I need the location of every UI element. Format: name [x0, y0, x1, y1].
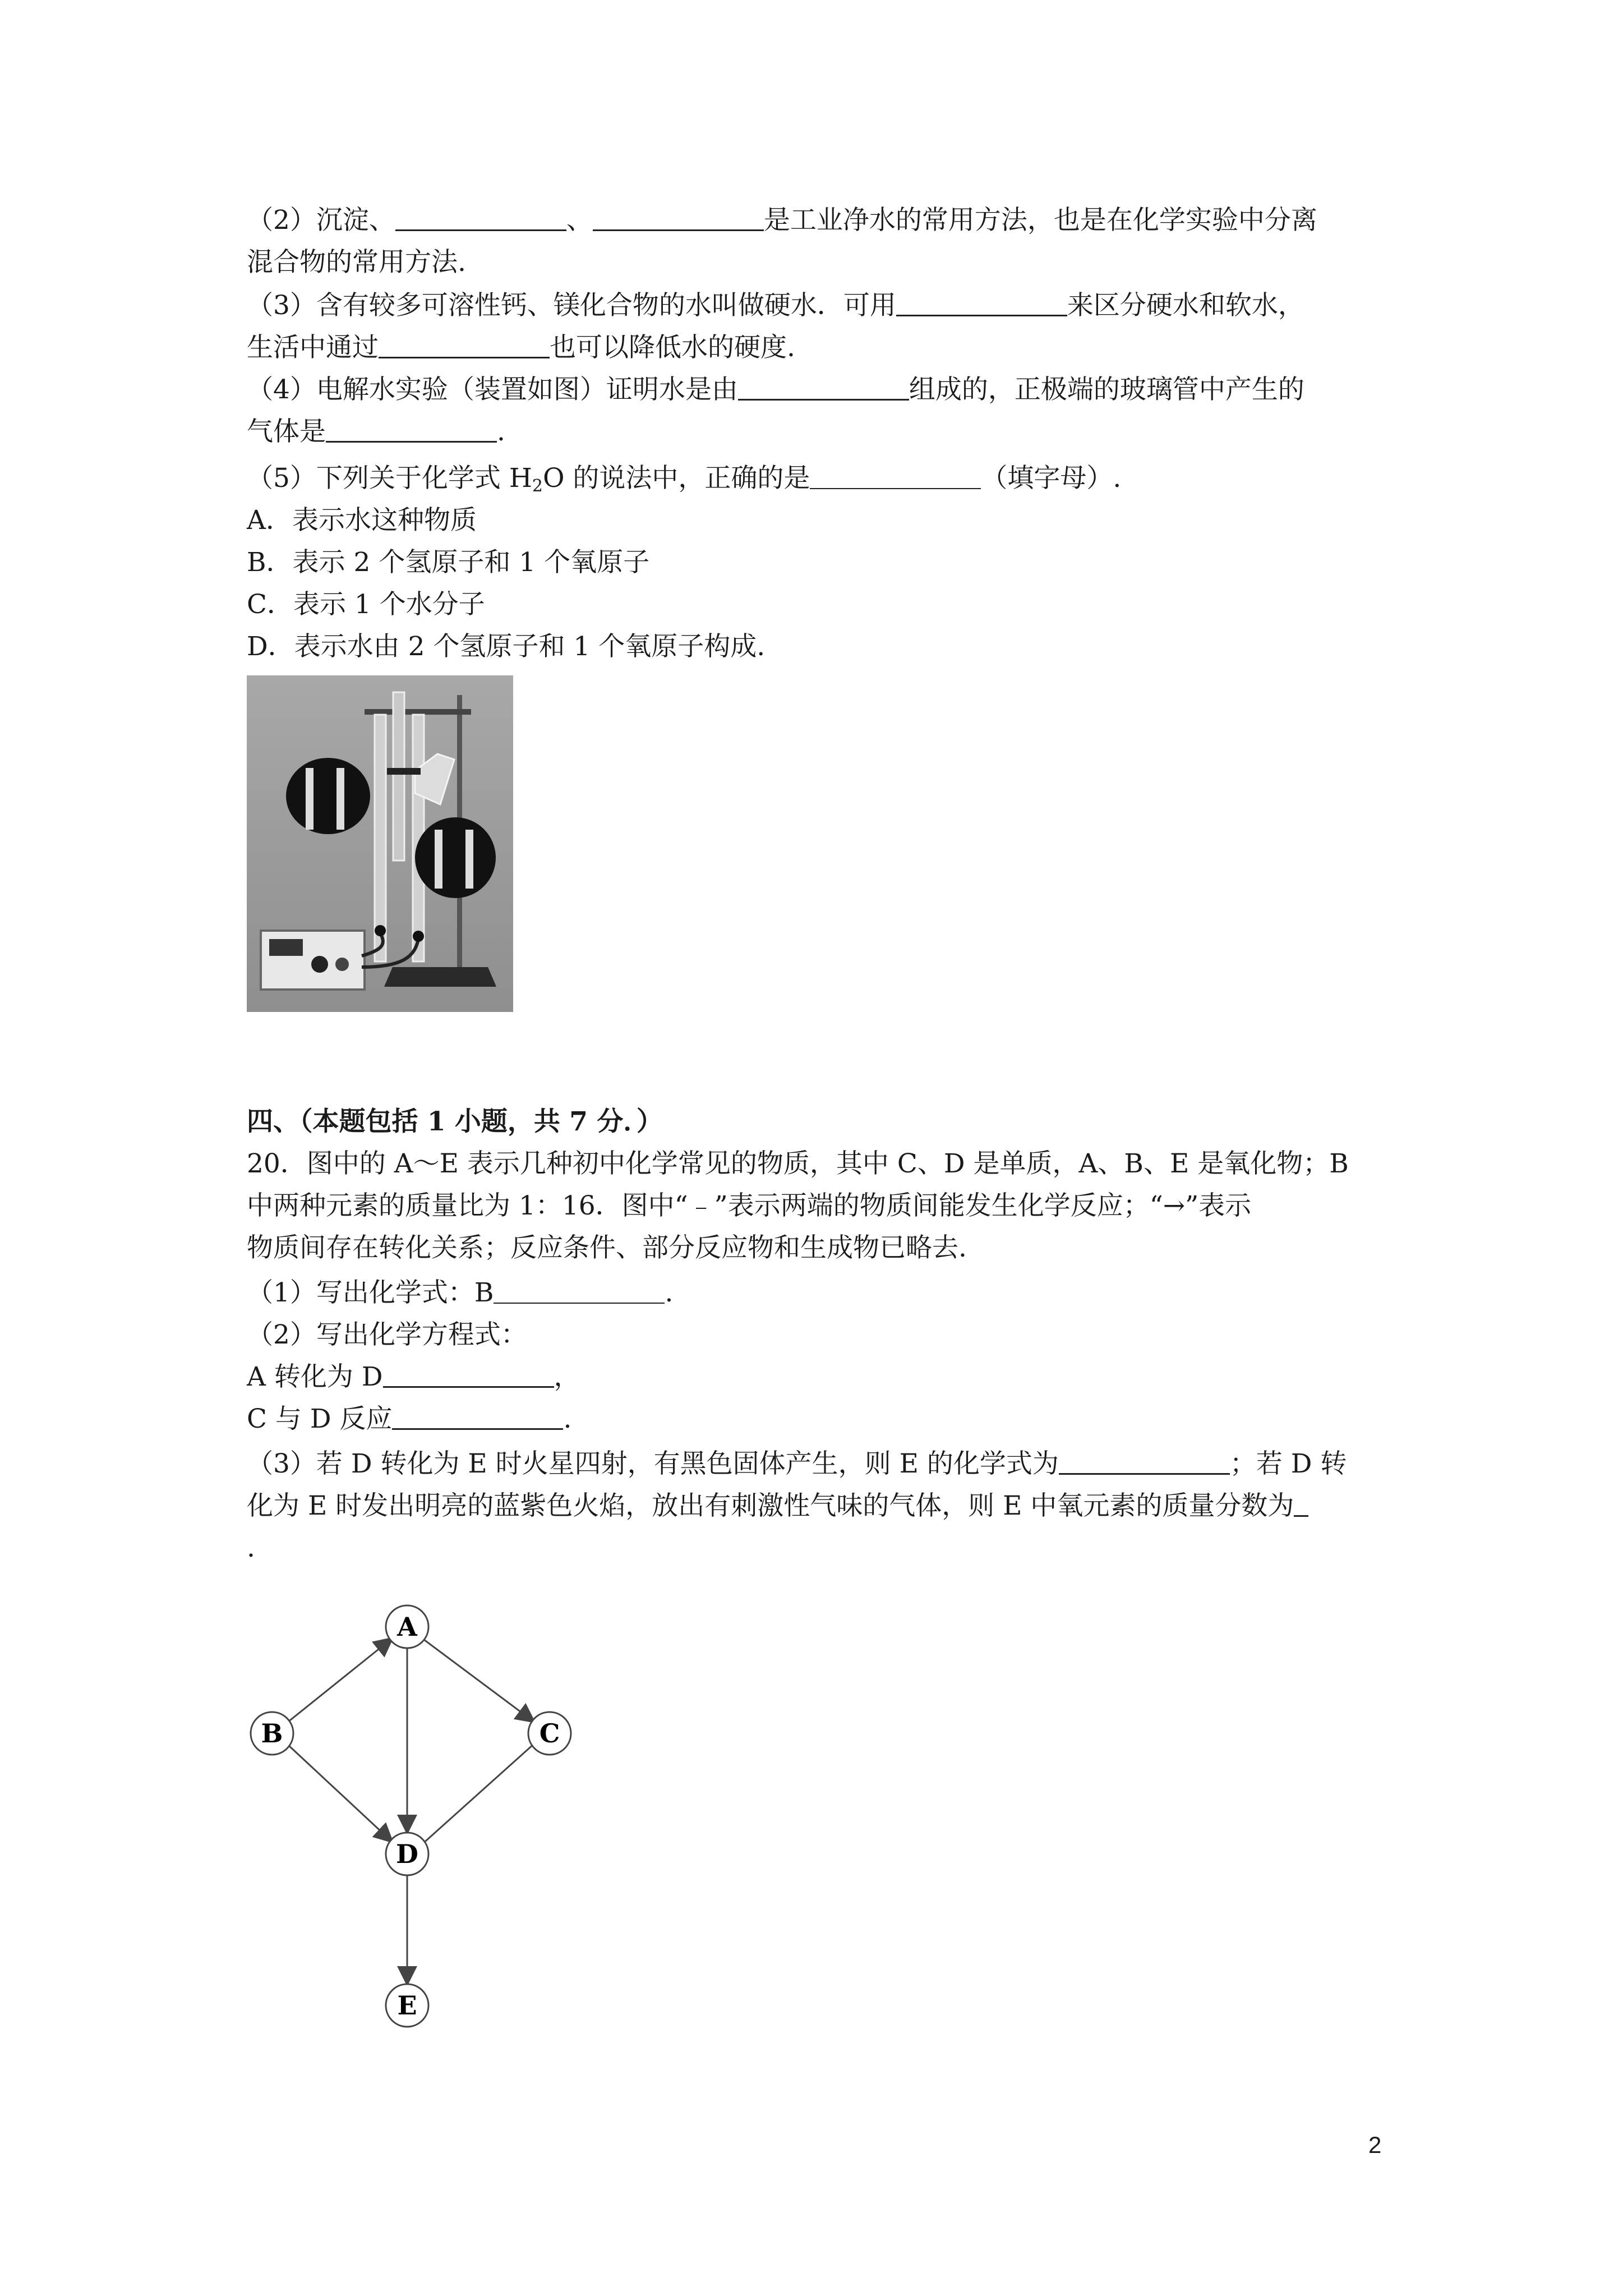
text: （2）沉淀、: [247, 205, 395, 236]
text: .: [497, 416, 505, 447]
answer-blank[interactable]: [1294, 1489, 1308, 1517]
q19-part2-line2: [247, 243, 1402, 282]
text: 组成的，正极端的玻璃管中产生的: [909, 374, 1304, 405]
answer-blank[interactable]: [1059, 1447, 1230, 1475]
text: （填字母）.: [981, 463, 1122, 494]
answer-blank[interactable]: [738, 373, 909, 401]
q20-sub2a: [247, 1358, 1402, 1397]
q19-option-b: B．表示 2 个氢原子和 1 个氧原子: [247, 547, 650, 578]
node-d: [386, 1833, 428, 1875]
q19-option-a: A．表示水这种物质: [247, 505, 477, 536]
text: （3）若 D 转化为 E 时火星四射，有黑色固体产生，则 E 的化学式为: [247, 1448, 1059, 1479]
q19-part4-line2: [247, 412, 1402, 452]
text: C 与 D 反应: [247, 1404, 393, 1434]
text: .: [563, 1404, 572, 1434]
q20-sub1: [247, 1273, 1402, 1313]
text: 是工业净水的常用方法，也是在化学实验中分离: [763, 205, 1317, 236]
section-heading: 四、（本题包括 1 小题，共 7 分．）: [247, 1106, 663, 1137]
answer-blank[interactable]: [395, 204, 566, 231]
text: ；若 D 转: [1229, 1448, 1347, 1479]
q20-line3: 物质间存在转化关系；反应条件、部分反应物和生成物已略去.: [247, 1232, 967, 1263]
q19-part4-line1: [247, 370, 1402, 409]
answer-blank[interactable]: [392, 1402, 563, 1430]
q19-option-d: D．表示水由 2 个氢原子和 1 个氧原子构成.: [247, 631, 766, 662]
text: 、: [566, 205, 593, 236]
q20-sub3-line3: .: [247, 1533, 255, 1563]
reaction-diagram: [236, 1576, 594, 2042]
arrow-b-to-a: [288, 1638, 393, 1722]
text: 来区分硬水和软水，: [1067, 290, 1304, 321]
text: 气体是: [247, 416, 326, 447]
text: 化为 E 时发出明亮的蓝紫色火焰，放出有刺激性气味的气体，则 E 中氧元素的质量分数为: [247, 1490, 1294, 1521]
electrolysis-apparatus-photo: [247, 675, 513, 1012]
answer-blank[interactable]: [896, 289, 1067, 316]
q19-option-c: C．表示 1 个水分子: [247, 589, 485, 620]
node-e: [386, 1984, 428, 2027]
q19-part5: [247, 459, 1402, 506]
q20-sub3-line1: [247, 1444, 1402, 1484]
text: ，: [554, 1361, 580, 1392]
subscript: 2: [532, 476, 543, 496]
text: （4）电解水实验（装置如图）证明水是由: [247, 374, 738, 405]
answer-blank[interactable]: [810, 462, 981, 489]
answer-blank[interactable]: [383, 1360, 554, 1388]
q19-part2-line1: [247, 201, 1402, 240]
q20-line1: 20．图中的 A～E 表示几种初中化学常见的物质，其中 C、D 是单质，A、B、E 是氧化物；B: [247, 1148, 1349, 1179]
q19-part3-line1: [247, 286, 1402, 325]
arrow-a-to-c: [422, 1638, 534, 1722]
node-b-label: B: [261, 1718, 283, 1749]
answer-blank[interactable]: [326, 415, 497, 443]
node-e-label: E: [397, 1990, 417, 2021]
q20-sub3-line2: [247, 1487, 1402, 1526]
node-a: [386, 1605, 428, 1648]
text: 也可以降低水的硬度.: [550, 332, 795, 363]
q20-line2: 中两种元素的质量比为 1：16．图中“﹣”表示两端的物质间能发生化学反应；“→”表示: [247, 1190, 1252, 1221]
text: O 的说法中，正确的是: [542, 463, 810, 494]
text: （3）含有较多可溶性钙、镁化合物的水叫做硬水．可用: [247, 290, 896, 321]
node-a-label: A: [397, 1612, 417, 1642]
answer-blank[interactable]: [593, 204, 764, 231]
node-d-label: D: [396, 1839, 418, 1869]
text: （5）下列关于化学式 H: [247, 463, 532, 494]
text: 混合物的常用方法.: [247, 247, 466, 278]
q20-sub2: （2）写出化学方程式：: [247, 1319, 527, 1350]
text: A 转化为 D: [247, 1361, 383, 1392]
text: 生活中通过: [247, 332, 379, 363]
line-c-d: [421, 1743, 534, 1846]
answer-blank[interactable]: [379, 331, 550, 358]
q19-part3-line2: [247, 328, 1402, 367]
q20-sub2b: [247, 1400, 1402, 1439]
node-c: [528, 1712, 571, 1755]
node-b: [251, 1712, 293, 1755]
answer-blank[interactable]: [494, 1277, 665, 1304]
text: （1）写出化学式：B: [247, 1277, 494, 1308]
node-c-label: C: [539, 1718, 560, 1749]
text: .: [665, 1277, 674, 1308]
page-number: 2: [1368, 2132, 1382, 2158]
arrow-b-to-d: [288, 1745, 393, 1842]
